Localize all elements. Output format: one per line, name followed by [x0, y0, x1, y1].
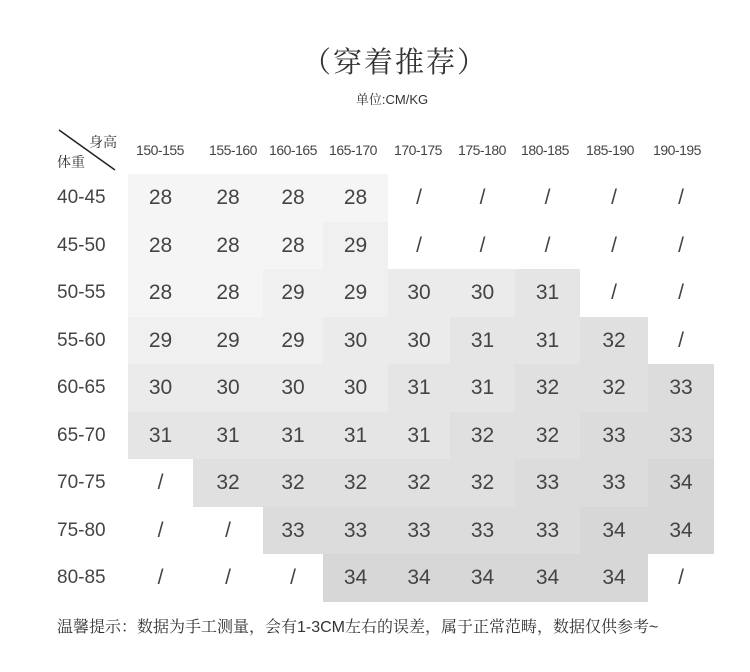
- row-header: 55-60: [57, 329, 106, 351]
- table-cell: 34: [450, 554, 515, 602]
- table-cell: 28: [263, 174, 323, 222]
- table-cell: 29: [323, 222, 388, 270]
- table-cell: 30: [193, 364, 263, 412]
- column-header: 175-180: [458, 142, 506, 158]
- row-header: 40-45: [57, 187, 106, 208]
- footnote: 温馨提示：数据为手工测量，会有1-3CM左右的误差，属于正常范畴，数据仅供参考~: [57, 619, 659, 636]
- table-cell: 29: [323, 269, 388, 317]
- table-cell: 33: [450, 507, 515, 555]
- table-cell: 30: [388, 269, 450, 317]
- row-header: 65-70: [57, 424, 106, 446]
- table-cell: 29: [193, 317, 263, 365]
- table-cell: 33: [515, 507, 580, 555]
- table-cell: 34: [580, 554, 648, 602]
- table-cell: 34: [388, 554, 450, 602]
- table-cell: 31: [515, 269, 580, 317]
- table-cell-empty: /: [157, 566, 164, 589]
- table-cell: 30: [450, 269, 515, 317]
- table-cell: 28: [263, 222, 323, 270]
- table-cell: 34: [580, 507, 648, 555]
- corner-header: [57, 128, 117, 172]
- table-cell: 30: [128, 364, 193, 412]
- chart-title: （穿着推荐）: [301, 45, 488, 79]
- table-cell: 32: [323, 459, 388, 507]
- column-header: 165-170: [329, 142, 377, 158]
- table-cell-empty: /: [157, 471, 164, 494]
- table-cell: 29: [263, 317, 323, 365]
- table-cell-empty: /: [611, 233, 617, 257]
- table-cell: 33: [515, 459, 580, 507]
- table-cell: 33: [263, 507, 323, 555]
- table-cell: 34: [648, 459, 714, 507]
- table-cell-empty: /: [678, 233, 684, 257]
- table-cell-empty: /: [479, 186, 486, 209]
- table-cell: 31: [450, 317, 515, 365]
- table-cell-empty: /: [225, 518, 231, 542]
- table-cell: 28: [193, 269, 263, 317]
- table-cell: 33: [323, 507, 388, 555]
- table-cell: 32: [515, 364, 580, 412]
- table-cell: 31: [388, 412, 450, 460]
- table-cell: 28: [128, 174, 193, 222]
- table-cell: 31: [515, 317, 580, 365]
- column-header: 160-165: [269, 142, 317, 158]
- row-header: 80-85: [57, 567, 106, 588]
- table-cell: 28: [193, 222, 263, 270]
- table-cell: 28: [128, 222, 193, 270]
- column-header: 185-190: [586, 142, 634, 158]
- table-cell: 34: [323, 554, 388, 602]
- table-cell-empty: /: [611, 186, 617, 209]
- table-cell-empty: /: [416, 233, 422, 257]
- row-header: 60-65: [57, 377, 106, 398]
- table-cell: 34: [648, 507, 714, 555]
- table-cell: 28: [193, 174, 263, 222]
- table-cell-empty: /: [611, 281, 617, 304]
- table-cell: 28: [323, 174, 388, 222]
- table-cell-empty: /: [225, 566, 231, 589]
- table-cell: 32: [450, 412, 515, 460]
- row-header: 75-80: [57, 519, 106, 541]
- table-cell: 31: [263, 412, 323, 460]
- table-cell: 31: [450, 364, 515, 412]
- column-header: 190-195: [653, 142, 701, 158]
- column-header: 170-175: [394, 142, 442, 158]
- column-header: 155-160: [209, 142, 257, 158]
- weight-axis-label: 体重: [57, 154, 85, 170]
- table-cell-empty: /: [678, 566, 684, 589]
- table-cell-empty: /: [544, 233, 551, 257]
- unit-label: 单位:CM/KG: [355, 92, 429, 107]
- table-cell: 32: [580, 364, 648, 412]
- row-header: 45-50: [57, 234, 106, 256]
- column-header: 150-155: [136, 142, 184, 158]
- table-cell: 32: [388, 459, 450, 507]
- column-header: 180-185: [521, 142, 569, 158]
- table-cell: 30: [323, 364, 388, 412]
- height-axis-label: 身高: [89, 134, 117, 150]
- table-cell: 33: [648, 364, 714, 412]
- table-cell-empty: /: [157, 518, 164, 542]
- table-cell: 28: [128, 269, 193, 317]
- table-cell: 31: [323, 412, 388, 460]
- table-cell: 29: [128, 317, 193, 365]
- table-cell-empty: /: [544, 186, 551, 209]
- table-cell: 32: [515, 412, 580, 460]
- table-cell: 32: [193, 459, 263, 507]
- table-cell-empty: /: [678, 281, 684, 304]
- table-cell: 33: [648, 412, 714, 460]
- table-cell: 32: [263, 459, 323, 507]
- row-header: 70-75: [57, 472, 106, 493]
- table-cell: 31: [193, 412, 263, 460]
- row-header: 50-55: [57, 282, 106, 303]
- table-cell-empty: /: [678, 186, 684, 209]
- table-cell: 32: [580, 317, 648, 365]
- table-cell-empty: /: [479, 233, 486, 257]
- table-cell-empty: /: [416, 186, 422, 209]
- table-cell-empty: /: [678, 328, 684, 352]
- table-cell: 34: [515, 554, 580, 602]
- table-cell: 29: [263, 269, 323, 317]
- table-cell: 33: [388, 507, 450, 555]
- table-cell-empty: /: [290, 566, 296, 589]
- table-cell: 31: [388, 364, 450, 412]
- table-cell: 32: [450, 459, 515, 507]
- table-cell: 30: [388, 317, 450, 365]
- table-cell: 31: [128, 412, 193, 460]
- table-cell: 30: [263, 364, 323, 412]
- table-cell: 33: [580, 412, 648, 460]
- table-cell: 30: [323, 317, 388, 365]
- table-cell: 33: [580, 459, 648, 507]
